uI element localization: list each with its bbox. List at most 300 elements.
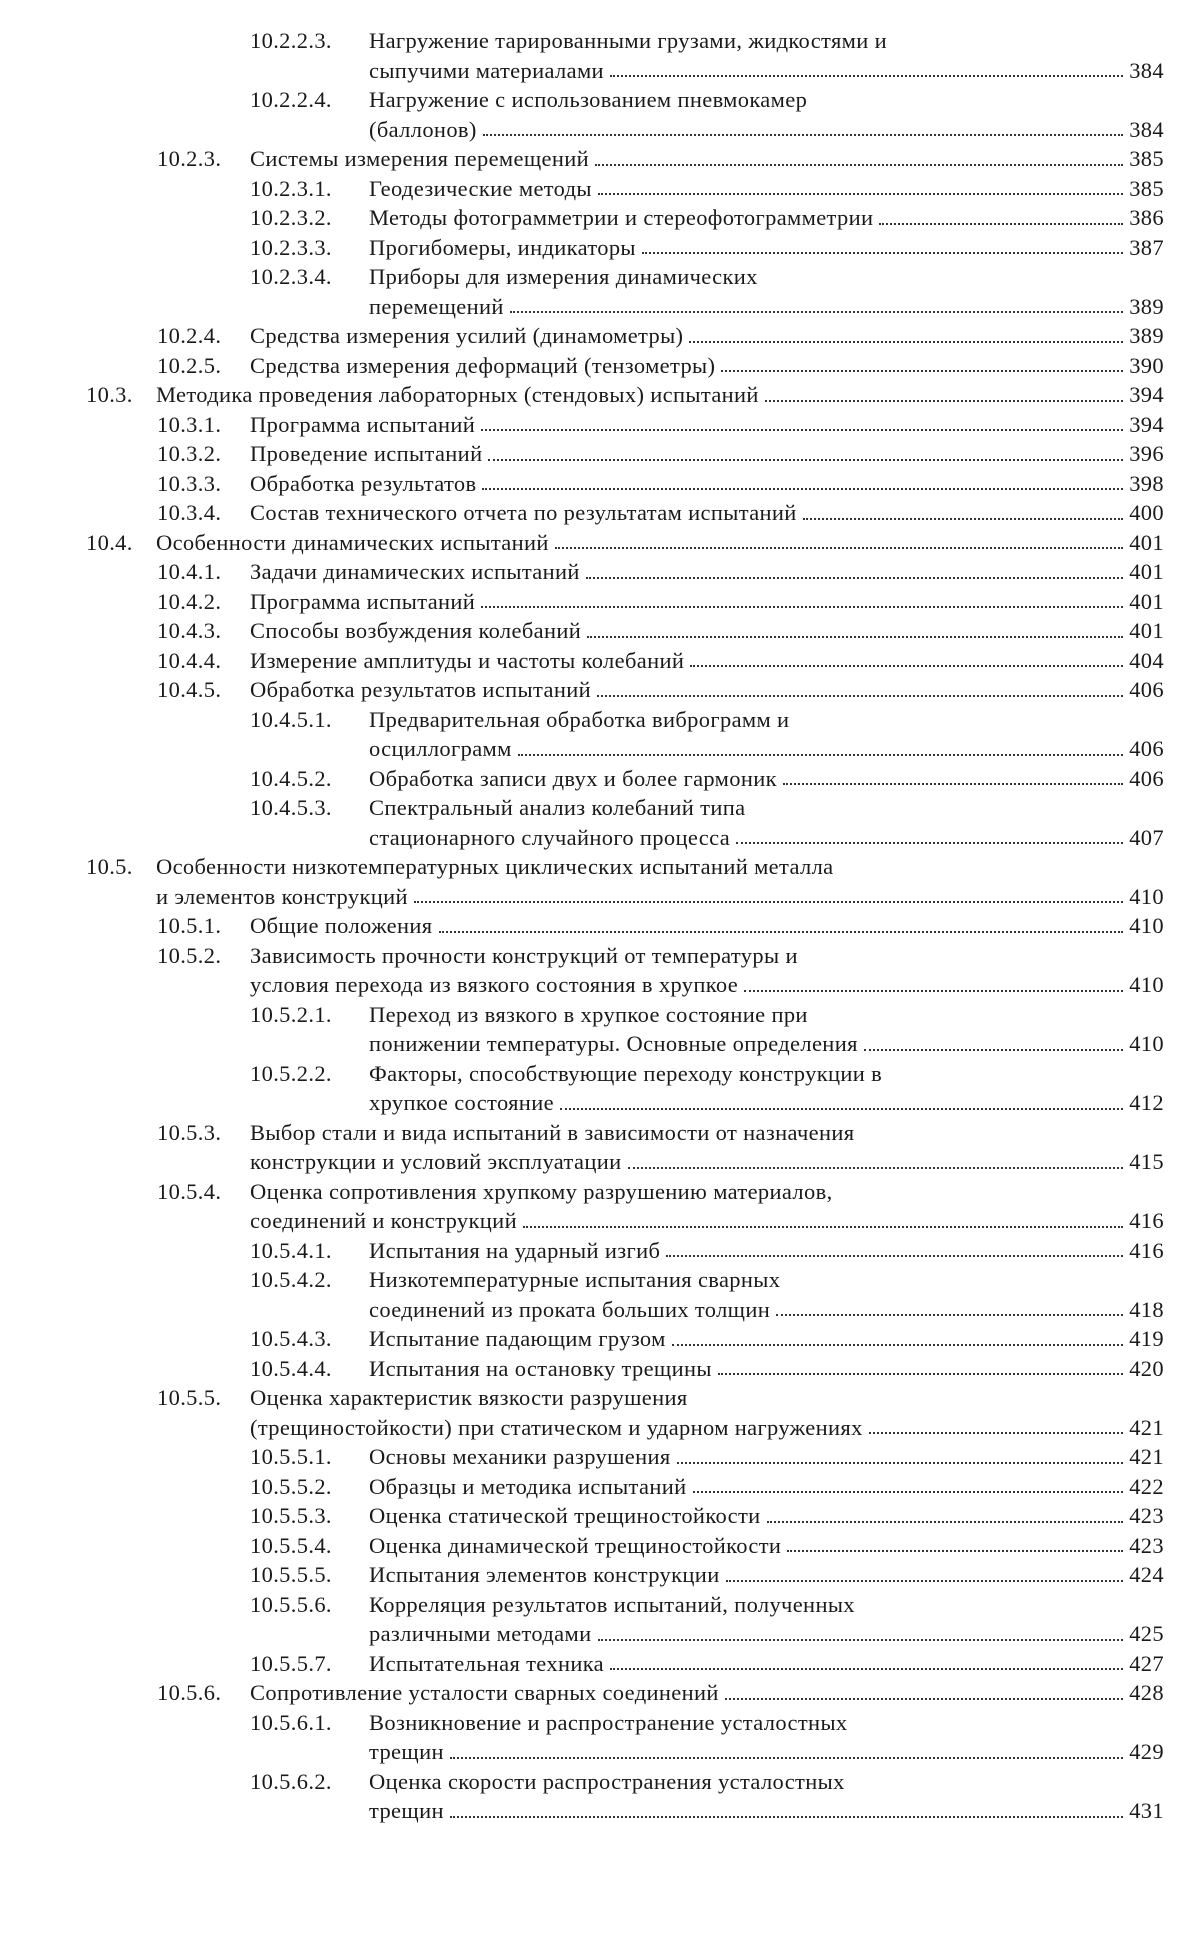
dot-leader [787, 1550, 1123, 1552]
toc-entry-line [0, 380, 1200, 410]
toc-entry-line [0, 1059, 1200, 1089]
dot-leader [555, 547, 1123, 549]
toc-entry-line [0, 410, 1200, 440]
toc-entry-page-number: 387 [1129, 234, 1164, 260]
dot-leader [414, 901, 1123, 903]
toc-entry-number: 10.5.4.3. [250, 1326, 332, 1351]
toc-entry-title [250, 469, 1164, 499]
toc-entry-title [250, 941, 1164, 971]
dot-leader [666, 1255, 1123, 1257]
toc-entry-number: 10.5.1. [157, 913, 222, 938]
toc-entry-title-text: трещин [369, 1798, 444, 1823]
toc-entry-number: 10.3.3. [157, 470, 222, 496]
toc-entry-line [0, 1472, 1200, 1502]
dot-leader [523, 1226, 1123, 1228]
toc-entry-line [0, 1088, 1200, 1118]
toc-entry-title-text: Обработка результатов [250, 470, 477, 496]
toc-entry-page-number: 389 [1129, 293, 1164, 319]
toc-entry-line [0, 469, 1200, 499]
dot-leader [689, 341, 1123, 343]
toc-entry-line [0, 351, 1200, 381]
toc-entry-title-text: (трещиностойкости) при статическом и ударном нагружениях [250, 1414, 863, 1440]
toc-entry-page-number: 423 [1129, 1532, 1164, 1558]
toc-entry-title [250, 321, 1164, 351]
toc-entry-number: 10.5.2.2. [250, 1060, 332, 1086]
toc-entry-title [250, 675, 1164, 705]
toc-entry-line [0, 675, 1200, 705]
toc-entry-title-text: Испытания на остановку трещины [369, 1355, 712, 1381]
toc-entry-title-text: Переход из вязкого в хрупкое состояние при [369, 1001, 808, 1027]
toc-entry-title [250, 587, 1164, 617]
toc-entry-line [0, 793, 1200, 823]
toc-entry-title [369, 1029, 1164, 1059]
toc-entry-title [250, 410, 1164, 440]
dot-leader [439, 931, 1124, 933]
toc-entry-title [369, 203, 1164, 233]
toc-entry-number: 10.5.4.4. [250, 1355, 332, 1381]
toc-entry-number: 10.5.4. [157, 1178, 222, 1204]
toc-entry-title-text: Системы измерения перемещений [250, 146, 590, 171]
toc-entry-title-text: Оценка статической трещиностойкости [369, 1503, 761, 1528]
toc-entry-title [369, 734, 1164, 764]
toc-entry-title-text: Методика проведения лабораторных (стендовых) испытаний [156, 382, 759, 407]
toc-entry-title [369, 1560, 1164, 1590]
toc-entry-title-text: Выбор стали и вида испытаний в зависимости от назначения [250, 1119, 855, 1145]
toc-entry-line [0, 1649, 1200, 1679]
toc-entry-page-number: 422 [1129, 1473, 1164, 1499]
dot-leader [677, 1462, 1124, 1464]
toc-entry-line [0, 1265, 1200, 1295]
toc-entry-line [0, 262, 1200, 292]
toc-entry-page-number: 429 [1129, 1739, 1164, 1764]
toc-entry-line [0, 823, 1200, 853]
toc-entry-title [369, 1442, 1164, 1472]
toc-entry-line [0, 1295, 1200, 1325]
toc-entry-title [250, 911, 1164, 941]
toc-entry-title [250, 1177, 1164, 1207]
dot-leader [744, 990, 1123, 992]
toc-entry-number: 10.5.4.1. [250, 1237, 332, 1263]
toc-entry-page-number: 401 [1129, 559, 1164, 584]
toc-entry-number: 10.5.5.3. [250, 1503, 332, 1528]
toc-entry-title-text: конструкции и условий эксплуатации [250, 1149, 622, 1174]
toc-entry-page-number: 416 [1129, 1208, 1164, 1233]
toc-entry-line [0, 1442, 1200, 1472]
toc-entry-line [0, 1413, 1200, 1443]
toc-entry-title [369, 1265, 1164, 1295]
toc-entry-line [0, 1177, 1200, 1207]
toc-entry-title [250, 439, 1164, 469]
toc-entry-line [0, 1531, 1200, 1561]
toc-entry-title [156, 528, 1164, 558]
toc-entry-title [369, 1295, 1164, 1325]
toc-entry-page-number: 401 [1129, 618, 1164, 643]
toc-entry-page-number: 384 [1129, 57, 1164, 83]
toc-entry-line [0, 174, 1200, 204]
toc-entry-line [0, 292, 1200, 322]
toc-entry-title [369, 292, 1164, 322]
toc-entry-number: 10.2.2.4. [250, 87, 332, 112]
dot-leader [628, 1167, 1124, 1169]
toc-entry-page-number: 410 [1129, 883, 1164, 909]
dot-leader [864, 1049, 1123, 1051]
toc-entry-line [0, 852, 1200, 882]
toc-entry-title-text: Нагружение с использованием пневмокамер [369, 87, 808, 112]
toc-entry-title [250, 616, 1164, 646]
dot-leader [595, 164, 1123, 166]
dot-leader [518, 754, 1123, 756]
toc-entry-line [0, 764, 1200, 794]
toc-entry-title-text: соединений и конструкций [250, 1208, 517, 1233]
toc-entry-title-text: Испытательная техника [369, 1650, 604, 1676]
toc-entry-number: 10.2.4. [157, 323, 222, 348]
dot-leader [690, 665, 1123, 667]
toc-entry-line [0, 233, 1200, 263]
dot-leader [721, 370, 1123, 372]
dot-leader [693, 1491, 1124, 1493]
dot-leader [597, 695, 1123, 697]
toc-entry-title-text: Спектральный анализ колебаний типа [369, 795, 746, 820]
toc-entry-title-text: Испытания на ударный изгиб [369, 1237, 661, 1263]
toc-entry-title [369, 705, 1164, 735]
toc-entry-title [369, 1796, 1164, 1826]
toc-entry-page-number: 425 [1129, 1621, 1164, 1646]
toc-entry-line [0, 321, 1200, 351]
toc-entry-line [0, 85, 1200, 115]
toc-entry-title [369, 1324, 1164, 1354]
toc-entry-title-text: Проведение испытаний [250, 441, 483, 466]
toc-entry-title [156, 882, 1164, 912]
dot-leader [725, 1698, 1123, 1700]
toc-entry-title-text: Образцы и методика испытаний [369, 1473, 687, 1499]
toc-entry-page-number: 400 [1129, 500, 1164, 525]
toc-entry-line [0, 646, 1200, 676]
toc-entry-title-text: Прогибомеры, индикаторы [369, 234, 636, 260]
toc-entry-title-text: стационарного случайного процесса [369, 824, 731, 850]
toc-entry-title-text: (баллонов) [369, 116, 477, 142]
toc-entry-number: 10.2.3. [157, 146, 222, 171]
toc-entry-line [0, 1147, 1200, 1177]
toc-entry-title [369, 174, 1164, 204]
dot-leader [672, 1344, 1124, 1346]
toc-entry-title [250, 1678, 1164, 1708]
toc-entry-title-text: и элементов конструкций [156, 883, 408, 909]
toc-entry-title [369, 1354, 1164, 1384]
toc-entry-number: 10.4. [86, 529, 133, 555]
toc-entry-number: 10.5.5.7. [250, 1650, 332, 1676]
toc-entry-number: 10.4.3. [157, 618, 222, 643]
toc-entry-line [0, 1708, 1200, 1738]
toc-entry-line [0, 26, 1200, 56]
toc-entry-line [0, 203, 1200, 233]
toc-entry-title-text: Приборы для измерения динамических [369, 264, 758, 289]
dot-leader [450, 1816, 1123, 1818]
toc-entry-title-text: Способы возбуждения колебаний [250, 618, 582, 643]
toc-entry-title-text: Особенности низкотемпературных циклических испытаний металла [156, 854, 834, 879]
toc-entry-title-text: Предварительная обработка виброграмм и [369, 706, 790, 732]
dot-leader [726, 1580, 1124, 1582]
toc-entry-number: 10.4.5.2. [250, 765, 332, 791]
toc-entry-title [369, 1708, 1164, 1738]
toc-entry-title-text: Сопротивление усталости сварных соединений [250, 1680, 719, 1705]
toc-entry-number: 10.4.5.3. [250, 795, 332, 820]
toc-entry-number: 10.3.2. [157, 441, 222, 466]
toc-entry-page-number: 404 [1129, 647, 1164, 673]
dot-leader [718, 1373, 1123, 1375]
toc-entry-title-text: понижении температуры. Основные определения [369, 1031, 858, 1056]
toc-entry-number: 10.5. [86, 854, 133, 879]
toc-entry-page-number: 386 [1129, 205, 1164, 230]
toc-entry-title-text: перемещений [369, 293, 504, 319]
toc-entry-title-text: Оценка динамической трещиностойкости [369, 1532, 782, 1558]
toc-entry-title-text: Программа испытаний [250, 411, 476, 437]
toc-entry-number: 10.5.6.1. [250, 1709, 332, 1735]
toc-entry-title-text: соединений из проката больших толщин [369, 1296, 771, 1322]
toc-entry-line [0, 1796, 1200, 1826]
toc-entry-number: 10.3. [86, 382, 133, 407]
toc-entry-line [0, 56, 1200, 86]
toc-entry-page-number: 394 [1129, 411, 1164, 437]
toc-entry-line [0, 616, 1200, 646]
toc-entry-line [0, 557, 1200, 587]
toc-entry-line [0, 1501, 1200, 1531]
toc-entry-title-text: Нагружение тарированными грузами, жидкостями и [369, 28, 887, 53]
toc-entry-title-text: Средства измерения деформаций (тензометры) [250, 352, 716, 378]
toc-entry-number: 10.2.5. [157, 352, 222, 378]
toc-entry-page-number: 398 [1129, 470, 1164, 496]
toc-entry-page-number: 390 [1129, 352, 1164, 378]
toc-entry-line [0, 1000, 1200, 1030]
toc-entry-number: 10.5.5. [157, 1385, 222, 1410]
toc-entry-line [0, 1206, 1200, 1236]
toc-entry-page-number: 410 [1129, 913, 1164, 938]
toc-entry-title-text: Оценка сопротивления хрупкому разрушению материалов, [250, 1178, 833, 1204]
toc-entry-title-text: Геодезические методы [369, 175, 592, 201]
toc-entry-title [250, 646, 1164, 676]
dot-leader [481, 429, 1123, 431]
toc-entry-page-number: 396 [1129, 441, 1164, 466]
toc-entry-number: 10.4.5. [157, 677, 222, 702]
toc-entry-title-text: трещин [369, 1739, 444, 1764]
toc-entry-number: 10.5.2.1. [250, 1001, 332, 1027]
toc-entry-title-text: Зависимость прочности конструкций от температуры и [250, 942, 798, 968]
toc-entry-page-number: 389 [1129, 323, 1164, 348]
toc-entry-title [369, 793, 1164, 823]
toc-entry-number: 10.5.5.5. [250, 1562, 332, 1587]
toc-entry-title-text: Измерение амплитуды и частоты колебаний [250, 647, 685, 673]
toc-entry-title-text: Оценка скорости распространения усталостных [369, 1768, 845, 1794]
toc-entry-page-number: 418 [1129, 1296, 1164, 1322]
toc-entry-title-text: Низкотемпературные испытания сварных [369, 1267, 781, 1292]
dot-leader [587, 636, 1123, 638]
dot-leader [610, 1668, 1123, 1670]
toc-entry-line [0, 941, 1200, 971]
toc-entry-title-text: Обработка записи двух и более гармоник [369, 765, 777, 791]
toc-entry-line [0, 528, 1200, 558]
toc-entry-title-text: Факторы, способствующие переходу конструкции в [369, 1060, 883, 1086]
toc-entry-title [250, 557, 1164, 587]
toc-entry-title [369, 1000, 1164, 1030]
toc-entry-title [250, 1118, 1164, 1148]
toc-entry-number: 10.4.2. [157, 588, 222, 614]
toc-entry-page-number: 423 [1129, 1503, 1164, 1528]
toc-entry-number: 10.3.1. [157, 411, 222, 437]
toc-entry-title [369, 1059, 1164, 1089]
toc-entry-line [0, 1619, 1200, 1649]
toc-entry-number: 10.2.3.2. [250, 205, 332, 230]
toc-entry-title [369, 262, 1164, 292]
toc-entry-line [0, 1236, 1200, 1266]
toc-entry-line [0, 882, 1200, 912]
dot-leader [483, 134, 1123, 136]
toc-entry-title-text: Оценка характеристик вязкости разрушения [250, 1385, 688, 1410]
toc-entry-title [250, 351, 1164, 381]
dot-leader [488, 459, 1123, 461]
toc-entry-page-number: 401 [1129, 529, 1164, 555]
toc-entry-title-text: Испытание падающим грузом [369, 1326, 666, 1351]
toc-entry-page-number: 416 [1129, 1237, 1164, 1263]
toc-entry-number: 10.5.5.1. [250, 1444, 332, 1469]
toc-entry-title [369, 764, 1164, 794]
toc-entry-page-number: 421 [1129, 1414, 1164, 1440]
toc-entry-line [0, 1737, 1200, 1767]
dot-leader [776, 1314, 1123, 1316]
toc-entry-title-text: осциллограмм [369, 736, 512, 761]
toc-entry-line [0, 734, 1200, 764]
toc-entry-page-number: 420 [1129, 1355, 1164, 1381]
toc-entry-title [250, 1147, 1164, 1177]
toc-entry-line [0, 1590, 1200, 1620]
dot-leader [803, 518, 1123, 520]
toc-entry-title-text: условия перехода из вязкого состояния в хрупкое [250, 972, 739, 997]
toc-entry-title [369, 1737, 1164, 1767]
toc-entry-title [250, 1383, 1164, 1413]
toc-entry-number: 10.5.6. [157, 1680, 222, 1705]
toc-entry-title [369, 1619, 1164, 1649]
toc-entry-number: 10.2.3.4. [250, 264, 332, 289]
dot-leader [586, 577, 1123, 579]
toc-entry-line [0, 1118, 1200, 1148]
toc-entry-title-text: Общие положения [250, 913, 433, 938]
toc-entry-page-number: 415 [1129, 1149, 1164, 1174]
toc-entry-line [0, 911, 1200, 941]
toc-entry-line [0, 1767, 1200, 1797]
toc-entry-page-number: 427 [1129, 1650, 1164, 1676]
toc-entry-title-text: различными методами [369, 1621, 592, 1646]
dot-leader [767, 1521, 1124, 1523]
toc-entry-line [0, 115, 1200, 145]
toc-entry-page-number: 410 [1129, 1031, 1164, 1056]
toc-entry-number: 10.5.4.2. [250, 1267, 332, 1292]
dot-leader [765, 400, 1123, 402]
toc-entry-number: 10.5.5.6. [250, 1591, 332, 1617]
toc-entry-title [156, 852, 1164, 882]
toc-entry-page-number: 410 [1129, 972, 1164, 997]
dot-leader [510, 311, 1123, 313]
toc-entry-title-text: Программа испытаний [250, 588, 476, 614]
toc-entry-line [0, 1354, 1200, 1384]
toc-entry-number: 10.4.5.1. [250, 706, 332, 732]
toc-entry-title [369, 1649, 1164, 1679]
dot-leader [879, 223, 1123, 225]
toc-entry-title-text: Особенности динамических испытаний [156, 529, 549, 555]
toc-entry-page-number: 419 [1129, 1326, 1164, 1351]
toc-entry-number: 10.4.1. [157, 559, 222, 584]
toc-entry-title-text: Средства измерения усилий (динамометры) [250, 323, 684, 348]
toc-entry-title [369, 56, 1164, 86]
toc-entry-number: 10.5.3. [157, 1119, 222, 1145]
toc-entry-title [369, 85, 1164, 115]
toc-entry-number: 10.3.4. [157, 500, 222, 525]
dot-leader [598, 193, 1123, 195]
toc-entry-title [369, 1088, 1164, 1118]
table-of-contents [0, 26, 1200, 1826]
toc-entry-line [0, 1383, 1200, 1413]
toc-entry-line [0, 144, 1200, 174]
toc-entry-title-text: Обработка результатов испытаний [250, 677, 591, 702]
toc-entry-number: 10.5.2. [157, 942, 222, 968]
toc-entry-page-number: 431 [1129, 1798, 1164, 1823]
toc-entry-title [369, 26, 1164, 56]
dot-leader [783, 783, 1123, 785]
dot-leader [610, 75, 1123, 77]
toc-entry-page-number: 407 [1129, 824, 1164, 850]
toc-entry-title-text: Испытания элементов конструкции [369, 1562, 720, 1587]
toc-entry-title [369, 233, 1164, 263]
toc-entry-page-number: 385 [1129, 146, 1164, 171]
toc-entry-title [369, 1590, 1164, 1620]
toc-entry-title [369, 1472, 1164, 1502]
toc-entry-title-text: Корреляция результатов испытаний, полученных [369, 1591, 855, 1617]
toc-entry-title [369, 1236, 1164, 1266]
toc-entry-page-number: 406 [1129, 677, 1164, 702]
toc-entry-page-number: 401 [1129, 588, 1164, 614]
toc-entry-page-number: 385 [1129, 175, 1164, 201]
toc-entry-number: 10.5.5.2. [250, 1473, 332, 1499]
toc-entry-title [250, 144, 1164, 174]
toc-entry-page-number: 384 [1129, 116, 1164, 142]
toc-entry-title [250, 970, 1164, 1000]
toc-entry-number: 10.4.4. [157, 647, 222, 673]
toc-entry-title [369, 1501, 1164, 1531]
toc-entry-page-number: 421 [1129, 1444, 1164, 1469]
dot-leader [598, 1639, 1124, 1641]
toc-entry-title [250, 498, 1164, 528]
toc-entry-line [0, 439, 1200, 469]
toc-entry-number: 10.2.3.3. [250, 234, 332, 260]
toc-entry-title [369, 823, 1164, 853]
dot-leader [736, 842, 1123, 844]
toc-entry-title-text: Методы фотограмметрии и стереофотограмметрии [369, 205, 874, 230]
toc-entry-line [0, 1029, 1200, 1059]
toc-entry-page-number: 428 [1129, 1680, 1164, 1705]
dot-leader [481, 606, 1123, 608]
toc-entry-number: 10.2.3.1. [250, 175, 332, 201]
toc-entry-number: 10.5.6.2. [250, 1768, 332, 1794]
toc-entry-title [250, 1206, 1164, 1236]
toc-entry-title [369, 1531, 1164, 1561]
toc-entry-number: 10.5.5.4. [250, 1532, 332, 1558]
dot-leader [642, 252, 1123, 254]
toc-entry-title [369, 1767, 1164, 1797]
toc-entry-number: 10.2.2.3. [250, 28, 332, 53]
dot-leader [450, 1757, 1123, 1759]
toc-entry-page-number: 424 [1129, 1562, 1164, 1587]
toc-entry-line [0, 498, 1200, 528]
toc-entry-line [0, 705, 1200, 735]
toc-entry-line [0, 587, 1200, 617]
dot-leader [560, 1108, 1123, 1110]
